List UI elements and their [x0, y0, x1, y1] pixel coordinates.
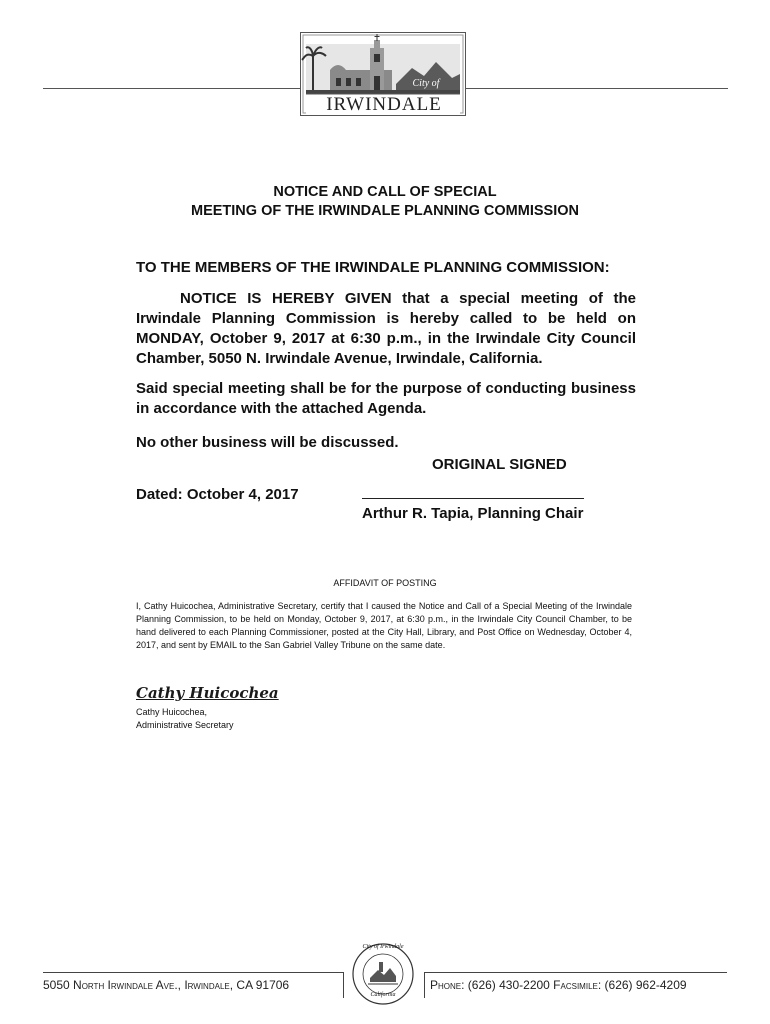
original-signed-label: ORIGINAL SIGNED	[432, 456, 567, 473]
notice-title-line1: NOTICE AND CALL OF SPECIAL	[273, 184, 497, 200]
addressee: TO THE MEMBERS OF THE IRWINDALE PLANNING COMMISSION:	[136, 259, 610, 276]
logo-city-name: IRWINDALE	[326, 94, 442, 115]
footer-rule-right	[424, 972, 727, 973]
notice-title-line2: MEETING OF THE IRWINDALE PLANNING COMMISSION	[190, 203, 579, 219]
footer-address: 5050 North Irwindale Ave., Irwindale, CA 91706	[43, 978, 290, 992]
dated-line: Dated: October 4, 2017	[136, 486, 299, 503]
signer-name: Cathy Huicochea,	[136, 707, 208, 717]
notice-paragraph-3: No other business will be discussed.	[136, 434, 399, 451]
affidavit-text: I, Cathy Huicochea, Administrative Secretary, certify that I caused the Notice and Call of a Special Meeting of the Irwindale Planning Commission, to be held on Monday, October 9, 2017, at 6:30 p.m., in the Irwindale City Council Chamber, to be hand delivered to each Planning Commissioner, posted at the City Hall, Library, and Post Office on Wednesday, October 4, 2017, and sent by EMAIL to the San Gabriel Valley Tribune on the same date.	[136, 601, 632, 650]
footer-rule-left	[43, 972, 343, 973]
signatory-name: Arthur R. Tapia, Planning Chair	[362, 505, 584, 522]
seal-text-bottom: California	[370, 992, 396, 998]
affidavit-heading: AFFIDAVIT OF POSTING	[333, 578, 437, 588]
notice-paragraph-2: Said special meeting shall be for the purpose of conducting business in accordance with the attached Agenda.	[136, 380, 636, 417]
seal-text-top: City of Irwindale	[362, 944, 404, 950]
logo-city-of-text: City of	[412, 78, 440, 89]
header-rule-right	[466, 88, 728, 89]
signer-title: Administrative Secretary	[136, 720, 234, 730]
signature-line	[362, 498, 584, 499]
footer-divider-right	[424, 972, 425, 998]
handwritten-signature: Cathy Huicochea	[136, 684, 279, 702]
footer-phone-fax: Phone: (626) 430-2200 Facsimile: (626) 962-4209	[430, 978, 687, 992]
header-rule-left	[43, 88, 300, 89]
notice-paragraph-1: NOTICE IS HEREBY GIVEN that a special meeting of the Irwindale Planning Commission is hereby called to be held on MONDAY, October 9, 2017 at 6:30 p.m., in the Irwindale City Council Chamber, 5050 N. Irwindale Avenue, Irwindale, California.	[136, 290, 636, 367]
